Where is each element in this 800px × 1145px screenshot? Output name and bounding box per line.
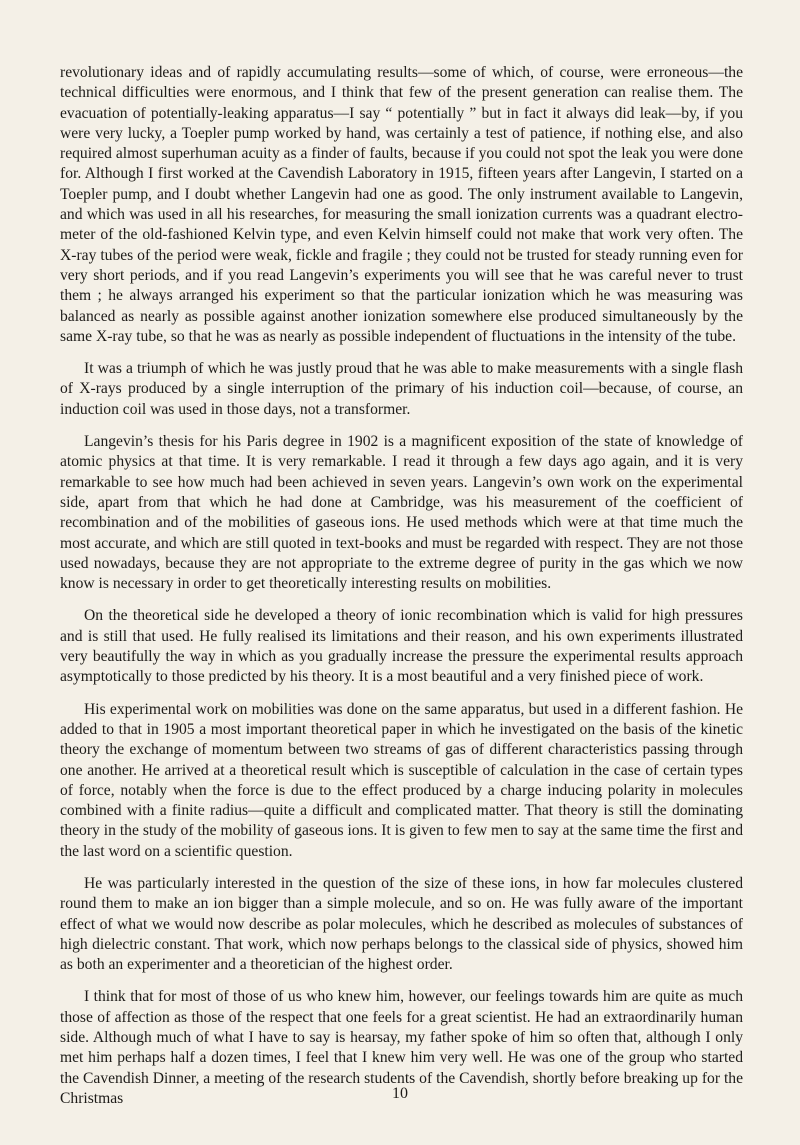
paragraph-3: Langevin’s thesis for his Paris degree in 1902 is a magnificent exposition of the state of knowledge of atomic physics at that time. It is very remarkable. I read it through a few days ago again, and it is very remarkable to see how much had been achieved in seven years. Langevin’s own work on the experimental side, apart from that which he had done at Cambridge, was his measurement of the coefficient of recombination and of the mobilities of gaseous ions. He used methods which were at that time much the most accurate, and which are still quoted in text-books and must be regarded with respect. They are not those used nowadays, because they are not appropriate to the extreme degree of purity in the gas which we now know is necessary in order to get theoretically interesting results on mobilities.: [60, 433, 743, 593]
paragraph-5: His experimental work on mobilities was done on the same apparatus, but used in a different fashion. He added to that in 1905 a most important theoretical paper in which he investigated on the basis of the kinetic theory the exchange of momentum between two streams of gas of different characteristics passing through one another. He arrived at a theoretical result which is susceptible of calculation in the case of certain types of force, notably when the force is due to the effect produced by a charge inducing polarity in molecules combined with a finite radius—quite a difficult and complicated matter. That theory is still the dominating theory in the study of the mobility of gaseous ions. It is given to few men to say at the same time the first and the last word on a scientific question.: [60, 700, 743, 860]
paragraph-6: He was particularly interested in the question of the size of these ions, in how far molecules clustered round them to make an ion bigger than a simple molecule, and so on. He was fully aware of the important effect of what we would now describe as polar molecules, which he described as molecules of substances of high dielectric constant. That work, which now perhaps belongs to the classical side of physics, showed him as both an experimenter and a theoretician of the highest order.: [60, 874, 743, 974]
body-text: [60, 63, 743, 1121]
paragraph-2: It was a triumph of which he was justly proud that he was able to make measurements with a single flash of X-rays produced by a single interruption of the primary of his induction coil—because, of course, an induction coil was used in those days, not a transformer.: [60, 360, 743, 418]
paragraph-7: I think that for most of those of us who knew him, however, our feelings towards him are quite as much those of affection as those of the respect that one feels for a great scientist. He had an extraordinarily human side. Although much of what I have to say is hearsay, my father spoke of him so often that, although I only met him perhaps half a dozen times, I feel that I knew him very well. He was one of the group who started the Cavendish Dinner, a meeting of the research students of the Cavendish, shortly before breaking up for the Christmas: [60, 988, 743, 1107]
page-number: 10: [392, 1085, 408, 1102]
paragraph-1: revolutionary ideas and of rapidly accumulating results—some of which, of course, were erroneous—the technical difficulties were enormous, and I think that few of the present generation can realise them. The evacuation of potentially-leaking apparatus—I say “ potentially ” but in fact it always did leak—by, if you were very lucky, a Toepler pump worked by hand, was certainly a test of patience, if nothing else, and also required almost superhuman acuity as a finder of faults, because if you could not spot the leak you were done for. Although I first worked at the Cavendish Laboratory in 1915, fifteen years after Langevin, I started on a Toepler pump, and I doubt whether Langevin had one as good. The only instrument available to Langevin, and which was used in all his researches, for measuring the small ionization currents was a quadrant electro-meter of the old-fashioned Kelvin type, and even Kelvin himself could not make that work very often. The X-ray tubes of the period were weak, fickle and fragile ; they could not be trusted for steady running even for very short periods, and if you read Langevin’s experiments you will see that he was careful never to trust them ; he always arranged his experiment so that the particular ionization which he was measuring was balanced as nearly as possible against another ionization somewhere else produced simultaneously by the same X-ray tube, so that he was as nearly as possible independent of fluctuations in the intensity of the tube.: [60, 64, 743, 345]
paragraph-4: On the theoretical side he developed a theory of ionic recombination which is valid for high pressures and is still that used. He fully realised its limitations and their reason, and his own experiments illustrated very beautifully the way in which as you gradually increase the pressure the experimental results approach asymptotically to those predicted by his theory. It is a most beautiful and a very finished piece of work.: [60, 607, 743, 686]
